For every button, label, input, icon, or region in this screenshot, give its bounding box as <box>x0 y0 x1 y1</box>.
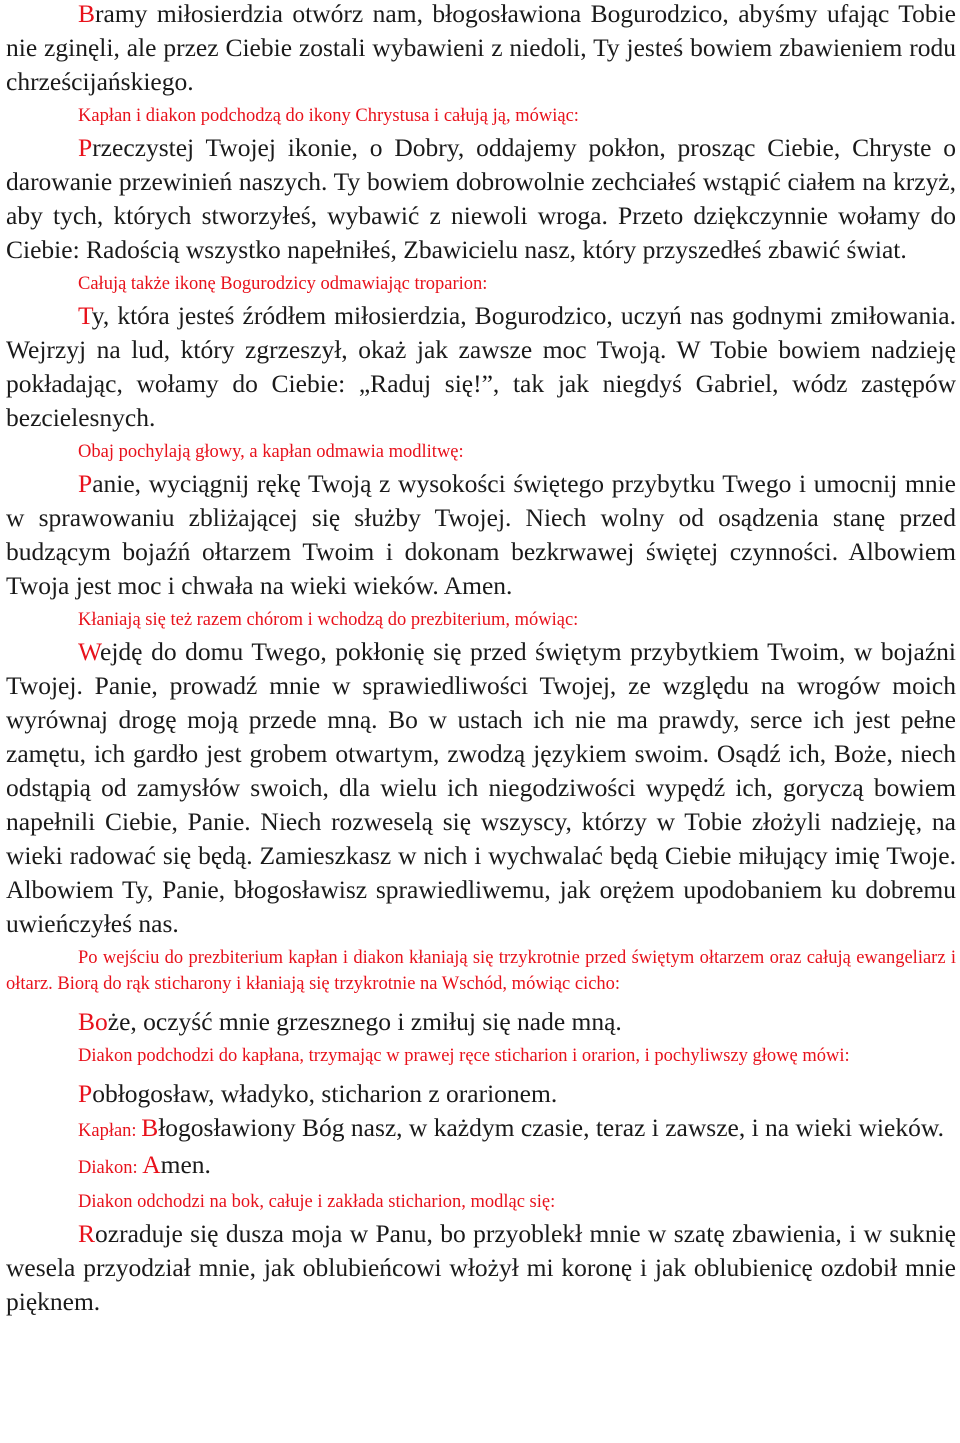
initial-letter: R <box>78 1219 96 1248</box>
prayer-text: ozraduje się dusza moja w Panu, bo przyoblekł mnie w szatę zbawienia, i w suknię wesela przyodział mnie, jak oblubieńcowi włożył mi koronę i jak oblubienicę ozdobił mnie pięknem. <box>6 1219 956 1316</box>
prayer-text: y, która jesteś źródłem miłosierdzia, Bogurodzico, uczyń nas godnymi zmiłowania. Wejrzyj na lud, który zgrzeszył, okaż jak zawsze moc Twoją. W Tobie bowiem nadzieję pokładając, wołamy do Ciebie: „Raduj się!”, tak jak niegdyś Gabriel, wódz zastępów bezcielesnych. <box>6 301 956 432</box>
rubric-instruction: Po wejściu do prezbiterium kapłan i diakon kłaniają się trzykrotnie przed świętym ołtarzem oraz całują ewangeliarz i ołtarz. Biorą do rąk sticharony i kłaniają się trzykrotnie na Wschód, mówiąc cicho: <box>6 948 956 994</box>
prayer-text: men. <box>160 1150 211 1179</box>
prayer-text: ejdę do domu Twego, pokłonię się przed świętym przybytkiem Twoim, w bojaźni Twojej. Panie, prowadź mnie w sprawiedliwości Twojej, ze względu na wrogów moich wyrównaj drogę moją przede mną. Bo w ustach ich nie ma prawdy, serce ich jest pełne zamętu, ich gardło jest grobem otwartym, zwodzą językiem swoim. Osądź ich, Boże, niech odstąpią od zamysłów swoich, dla wielu ich niegodziwości wypędź ich, goryczą bowiem napełnili Ciebie, Panie. Niech rozweselą się wszyscy, którzy w Tobie złożyli nadzieję, na wieki radować się będą. Zamieszkasz w nich i wychwalać będą Ciebie miłujący imię Twoje. Albowiem Ty, Panie, błogosławisz sprawiedliwemu, jak orężem upodobaniem ku dobremu uwieńczyłeś nas. <box>6 637 956 938</box>
prayer-przeczystej <box>6 131 956 267</box>
initial-letter: W <box>78 637 101 666</box>
rubric-instruction: Całują także ikonę Bogurodzicy odmawiając troparion: <box>78 274 488 294</box>
speaker-label: Diakon: <box>78 1158 143 1178</box>
dialogue-diakon <box>6 1148 956 1185</box>
initial-letter: P <box>78 469 93 498</box>
speaker-label: Kapłan: <box>78 1121 142 1141</box>
prayer-text: że, oczyść mnie grzesznego i zmiłuj się nade mną. <box>107 1007 622 1036</box>
liturgical-text-page <box>6 0 956 1319</box>
prayer-text: rzeczystej Twojej ikonie, o Dobry, oddajemy pokłon, prosząc Ciebie, Chryste o darowanie przewinień naszych. Ty bowiem dobrowolnie zechciałeś wstąpić ciałem na krzyż, aby tych, których stworzyłeś, wybawić z niewoli wroga. Przeto dziękczynnie wołamy do Ciebie: Radością wszystko napełniłeś, Zbawicielu nasz, który przyszedłeś zbawić świat. <box>6 133 956 264</box>
prayer-text: obłogosław, władyko, sticharion z orarionem. <box>92 1079 558 1108</box>
initial-letter: A <box>142 1150 161 1179</box>
prayer-troparion <box>6 299 956 435</box>
rubric-instruction: Diakon podchodzi do kapłana, trzymając w prawej ręce sticharion i orarion, i pochyliwszy głowę mówi: <box>78 1046 850 1066</box>
prayer-text: ramy miłosierdzia otwórz nam, błogosławiona Bogurodzico, abyśmy ufając Tobie nie zginęli, ale przez Ciebie zostali wybawieni z niedoli, Ty jesteś bowiem zbawieniem rodu chrześcijańskiego. <box>6 0 956 96</box>
prayer-poblogoslaw <box>6 1077 956 1111</box>
prayer-panie <box>6 467 956 603</box>
prayer-bramy <box>6 0 956 99</box>
rubric-instruction: Obaj pochylają głowy, a kapłan odmawia modlitwę: <box>78 442 464 462</box>
prayer-wejde <box>6 635 956 941</box>
rubric-instruction: Kapłan i diakon podchodzą do ikony Chrystusa i całują ją, mówiąc: <box>78 106 579 126</box>
rubric-instruction: Diakon odchodzi na bok, całuje i zakłada sticharion, modląc się: <box>78 1192 556 1212</box>
initial-letter: B <box>141 1113 159 1142</box>
prayer-text: anie, wyciągnij rękę Twoją z wysokości świętego przybytku Twego i umocnij mnie w sprawowaniu zbliżającej się służby Twojej. Niech wolny od osądzenia stanę przed budzącym bojaźń ołtarzem Twoim i dokonam bezkrwawej świętej czynności. Albowiem Twoja jest moc i chwała na wieki wieków. Amen. <box>6 469 956 600</box>
prayer-text: łogosławiony Bóg nasz, w każdym czasie, teraz i zawsze, i na wieki wieków. <box>158 1113 944 1142</box>
prayer-boze <box>6 1005 956 1039</box>
rubric-instruction: Kłaniają się też razem chórom i wchodzą do prezbiterium, mówiąc: <box>78 610 579 630</box>
initial-letter: P <box>78 1079 93 1108</box>
initial-letter: P <box>78 133 93 162</box>
initial-letter: B <box>78 0 96 28</box>
prayer-rozraduje <box>6 1217 956 1319</box>
initial-letter: T <box>78 301 92 330</box>
dialogue-kaplan <box>6 1111 956 1148</box>
initial-letter: Bo <box>78 1007 108 1036</box>
